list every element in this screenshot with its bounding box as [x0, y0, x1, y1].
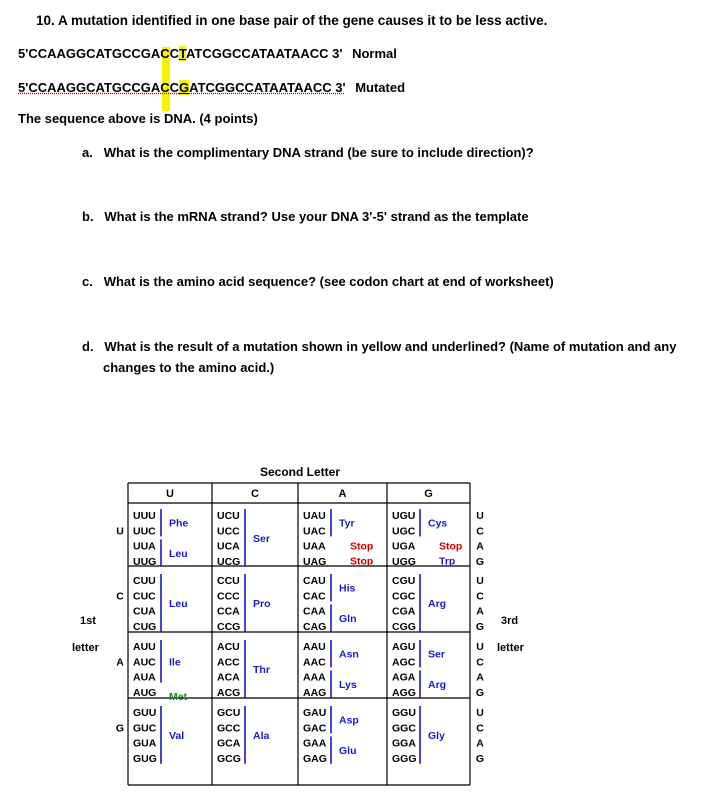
- codon-aac: AAC: [303, 656, 326, 669]
- codon-ucg: UCG: [217, 555, 241, 568]
- second-letter-c: C: [251, 488, 259, 500]
- part-a: a. What is the complimentary DNA strand (be sure to include direction)?: [82, 145, 534, 160]
- codon-gca: GCA: [217, 737, 241, 750]
- third-letter-a: A: [476, 737, 484, 750]
- codon-cuc: CUC: [133, 590, 156, 603]
- amino-acid-leu: Leu: [169, 597, 188, 610]
- codon-uaa: UAA: [303, 540, 326, 553]
- codon-agu: AGU: [392, 641, 416, 654]
- codon-ccu: CCU: [217, 575, 240, 588]
- third-letter-a: A: [476, 605, 484, 618]
- part-d-continued: changes to the amino acid.): [103, 360, 275, 375]
- codon-ggu: GGU: [392, 707, 416, 720]
- codon-uca: UCA: [217, 540, 240, 553]
- amino-acid-glu: Glu: [339, 745, 357, 758]
- codon-ugc: UGC: [392, 525, 416, 538]
- first-letter-label: 1st: [80, 615, 96, 627]
- amino-acid-stop: Stop: [350, 540, 374, 553]
- codon-cag: CAG: [303, 620, 327, 633]
- mutated-seq-suffix: ATCGGCCATAATAACC 3': [189, 80, 346, 95]
- codon-aua: AUA: [133, 671, 156, 684]
- codon-guu: GUU: [133, 707, 157, 720]
- codon-aga: AGA: [392, 671, 416, 684]
- codon-acu: ACU: [217, 641, 240, 654]
- first-letter-g: G: [115, 722, 125, 735]
- codon-gaa: GAA: [303, 737, 327, 750]
- codon-ccc: CCC: [217, 590, 240, 603]
- codon-gcu: GCU: [217, 707, 241, 720]
- codon-gag: GAG: [303, 752, 327, 765]
- codon-caa: CAA: [303, 605, 326, 618]
- third-letter-c: C: [476, 722, 484, 735]
- normal-seq-base: T: [179, 46, 186, 61]
- amino-acid-lys: Lys: [339, 679, 357, 692]
- amino-acid-tyr: Tyr: [339, 517, 355, 530]
- codon-agc: AGC: [392, 656, 416, 669]
- codon-cgg: CGG: [392, 620, 416, 633]
- third-letter-u: U: [476, 510, 484, 523]
- mutated-label: Mutated: [355, 80, 406, 95]
- codon-gcc: GCC: [217, 722, 241, 735]
- amino-acid-thr: Thr: [253, 663, 270, 676]
- codon-uuu: UUU: [133, 510, 156, 523]
- codon-cua: CUA: [133, 605, 156, 618]
- question-stem: A mutation identified in one base pair of the gene causes it to be less active.: [58, 13, 548, 28]
- amino-acid-stop: Stop: [439, 540, 463, 553]
- amino-acid-asp: Asp: [339, 714, 359, 727]
- codon-cac: CAC: [303, 590, 326, 603]
- codon-ccg: CCG: [217, 620, 241, 633]
- codon-ugg: UGG: [392, 555, 416, 568]
- part-b: b. What is the mRNA strand? Use your DNA 3'-5' strand as the template: [82, 209, 529, 224]
- codon-ugu: UGU: [392, 510, 416, 523]
- codon-gug: GUG: [133, 752, 157, 765]
- third-letter-g: G: [475, 555, 485, 568]
- codon-cug: CUG: [133, 620, 157, 633]
- amino-acid-arg: Arg: [428, 679, 447, 692]
- normal-seq-suffix: ATCGGCCATAATAACC 3': [186, 46, 343, 61]
- part-d: d. What is the result of a mutation shown in yellow and underlined? (Name of mutation and any: [82, 339, 677, 354]
- codon-aag: AAG: [303, 686, 327, 699]
- codon-cgu: CGU: [392, 575, 416, 588]
- codon-cuu: CUU: [133, 575, 156, 588]
- codon-gcg: GCG: [217, 752, 241, 765]
- third-letter-label: letter: [497, 642, 524, 654]
- third-letter-g: G: [475, 620, 485, 633]
- part-c: c. What is the amino acid sequence? (see codon chart at end of worksheet): [82, 274, 554, 289]
- amino-acid-pro: Pro: [253, 597, 271, 610]
- codon-aug: AUG: [133, 686, 157, 699]
- codon-cga: CGA: [392, 605, 416, 618]
- amino-acid-met: Met: [169, 690, 188, 703]
- third-letter-a: A: [476, 540, 484, 553]
- third-letter-label: 3rd: [501, 615, 519, 627]
- third-letter-u: U: [476, 575, 484, 588]
- codon-agg: AGG: [392, 686, 416, 699]
- first-letter-label: letter: [72, 642, 99, 654]
- codon-acc: ACC: [217, 656, 240, 669]
- mutated-seq-base: G: [179, 80, 190, 95]
- third-letter-u: U: [476, 707, 484, 720]
- codon-uag: UAG: [303, 555, 327, 568]
- amino-acid-ile: Ile: [169, 656, 181, 669]
- codon-acg: ACG: [217, 686, 241, 699]
- third-letter-c: C: [476, 525, 484, 538]
- codon-ucc: UCC: [217, 525, 240, 538]
- third-letter-u: U: [476, 641, 484, 654]
- codon-uua: UUA: [133, 540, 156, 553]
- codon-aaa: AAA: [303, 671, 326, 684]
- amino-acid-trp: Trp: [439, 555, 456, 568]
- question-number: 10.: [36, 13, 55, 28]
- amino-acid-cys: Cys: [428, 517, 448, 530]
- codon-gua: GUA: [133, 737, 157, 750]
- codon-ggc: GGC: [392, 722, 416, 735]
- third-letter-c: C: [476, 590, 484, 603]
- codon-ggg: GGG: [392, 752, 417, 765]
- amino-acid-arg: Arg: [428, 597, 447, 610]
- third-letter-g: G: [475, 752, 485, 765]
- first-letter-u: U: [116, 525, 124, 538]
- amino-acid-ser: Ser: [428, 648, 445, 661]
- second-letter-g: G: [424, 488, 433, 500]
- codon-ucu: UCU: [217, 510, 240, 523]
- codon-gac: GAC: [303, 722, 327, 735]
- third-letter-g: G: [475, 686, 485, 699]
- normal-label: Normal: [352, 46, 397, 61]
- codon-cca: CCA: [217, 605, 240, 618]
- codon-gga: GGA: [392, 737, 416, 750]
- codon-aca: ACA: [217, 671, 240, 684]
- amino-acid-ser: Ser: [253, 532, 270, 545]
- codon-uuc: UUC: [133, 525, 156, 538]
- third-letter-a: A: [476, 671, 484, 684]
- amino-acid-asn: Asn: [339, 648, 359, 661]
- amino-acid-phe: Phe: [169, 517, 189, 530]
- second-letter-a: A: [338, 488, 347, 500]
- codon-aau: AAU: [303, 641, 326, 654]
- first-letter-c: C: [116, 590, 124, 603]
- first-letter-a: A: [116, 656, 124, 669]
- second-letter-title: Second Letter: [259, 465, 341, 479]
- codon-auc: AUC: [133, 656, 156, 669]
- amino-acid-stop: Stop: [350, 555, 374, 568]
- codon-cau: CAU: [303, 575, 326, 588]
- mutated-seq-prefix: 5'CCAAGGCATGCCGACC: [18, 80, 180, 95]
- codon-uug: UUG: [133, 555, 157, 568]
- amino-acid-gly: Gly: [428, 729, 445, 742]
- amino-acid-ala: Ala: [253, 729, 270, 742]
- normal-seq-prefix: 5'CCAAGGCATGCCGACC: [18, 46, 180, 61]
- amino-acid-val: Val: [169, 729, 185, 742]
- third-letter-c: C: [476, 656, 484, 669]
- codon-uac: UAC: [303, 525, 326, 538]
- amino-acid-gln: Gln: [339, 613, 357, 626]
- amino-acid-leu: Leu: [169, 548, 188, 561]
- codon-gau: GAU: [303, 707, 327, 720]
- codon-guc: GUC: [133, 722, 157, 735]
- codon-uau: UAU: [303, 510, 326, 523]
- dna-note: The sequence above is DNA. (4 points): [18, 111, 258, 126]
- amino-acid-his: His: [339, 582, 356, 595]
- second-letter-u: U: [166, 488, 174, 500]
- codon-auu: AUU: [133, 641, 156, 654]
- codon-uga: UGA: [392, 540, 416, 553]
- codon-cgc: CGC: [392, 590, 416, 603]
